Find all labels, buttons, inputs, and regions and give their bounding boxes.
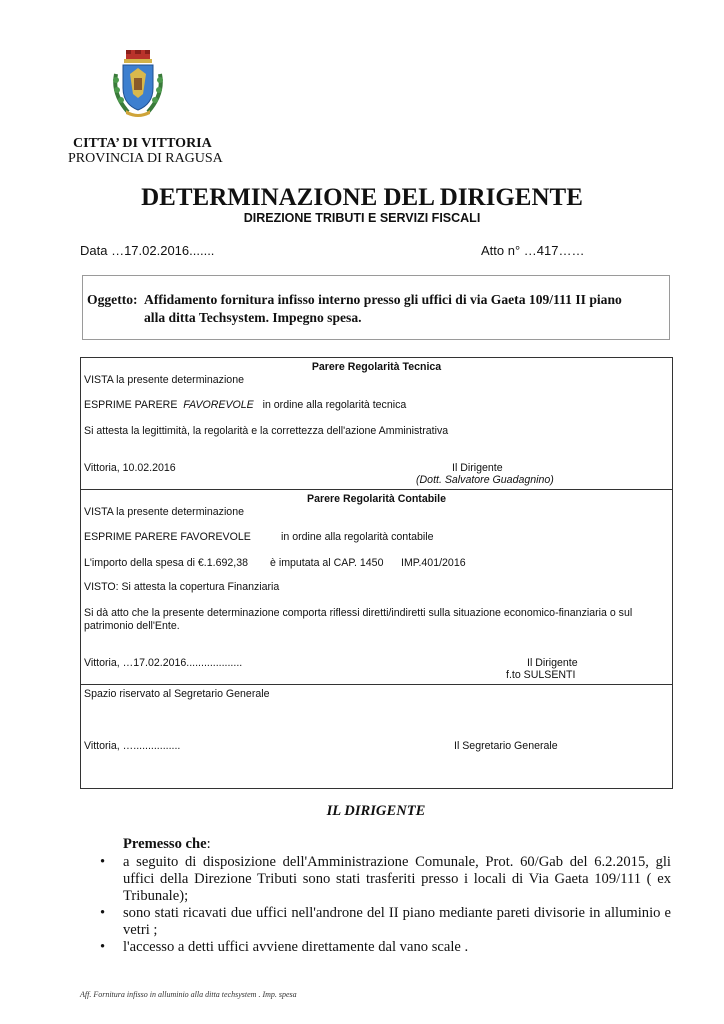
parere-contabile-esprime-suffix: in ordine alla regolarità contabile [281,531,434,543]
parere-tecnica-esprime [84,399,406,411]
parere-tecnica-place-date: Vittoria, 10.02.2016 [84,462,176,474]
bullet-2-line-1: sono stati ricavati due uffici nell'androne del II piano mediante pareti divisorie in alluminio e [123,905,671,921]
bullet-1-line-3: Tribunale); [123,888,189,904]
segretario-place-date: Vittoria, …................ [84,740,181,752]
parere-tecnica-signer-role: Il Dirigente [452,462,503,474]
footer-note: Aff. Fornitura infisso in alluminio alla ditta techsystem . Imp. spesa [80,990,297,999]
esprime-suffix: in ordine alla regolarità tecnica [262,399,407,411]
bullet-icon: • [100,905,106,921]
document-date: Data …17.02.2016....... [80,243,215,258]
bullet-3-line-1: l'accesso a detti uffici avviene direttamente dal vano scale . [123,939,469,955]
parere-contabile-place-date: Vittoria, …17.02.2016................... [84,657,243,669]
parere-tecnica-heading: Parere Regolarità Tecnica [311,361,442,373]
bullet-2-line-2: vetri ; [123,922,158,938]
oggetto-label: Oggetto: [87,292,138,307]
bullet-icon: • [100,854,106,870]
premesso-text: Premesso che [123,836,207,852]
parere-contabile-riflessi-line-2: patrimonio dell'Ente. [84,620,180,632]
segretario-label: Spazio riservato al Segretario Generale [84,688,270,700]
parere-tecnica-attesta: Si attesta la legittimità, la regolarità e la correttezza dell'azione Amministrativa [84,425,449,437]
oggetto-text-line-1: Affidamento fornitura infisso interno presso gli uffici di via Gaeta 109/111 II piano [144,292,622,307]
dirigente-heading: IL DIRIGENTE [326,803,426,819]
parere-contabile-imp: IMP.401/2016 [401,557,466,569]
parere-contabile-esprime: ESPRIME PARERE FAVOREVOLE [84,531,251,543]
city-name: CITTA’ DI VITTORIA [73,136,212,151]
document-number: Atto n° …417…… [481,243,585,258]
bullet-1-line-2: uffici della Direzione Tributi sono stati trasferiti presso i locali di Via Gaeta 109/111 ( ex [123,871,671,887]
parere-contabile-signer-role: Il Dirigente [527,657,578,669]
document-subtitle: DIREZIONE TRIBUTI E SERVIZI FISCALI [243,211,481,225]
parere-contabile-signer-name: f.to SULSENTI [506,669,576,681]
pareri-table [80,357,673,789]
parere-contabile-vista: VISTA la presente determinazione [84,506,244,518]
premesso-label [123,836,211,853]
parere-contabile-imputata: è imputata al CAP. 1450 [270,557,384,569]
parere-contabile-heading: Parere Regolarità Contabile [307,493,446,505]
esprime-prefix: ESPRIME PARERE [84,399,178,411]
province-name: PROVINCIA DI RAGUSA [68,151,223,166]
parere-contabile-riflessi-line-1: Si dà atto che la presente determinazione comporta riflessi diretti/indiretti sulla situazione economico-finanziaria o sul [84,607,633,619]
table-divider [80,489,673,490]
parere-contabile-visto: VISTO: Si attesta la copertura Finanziaria [84,581,280,593]
bullet-icon: • [100,939,106,955]
oggetto-text-line-2: alla ditta Techsystem. Impegno spesa. [144,310,362,325]
premesso-colon: : [206,836,211,852]
document-title: DETERMINAZIONE DEL DIRIGENTE [141,184,583,211]
esprime-value: FAVOREVOLE [183,399,254,411]
parere-tecnica-vista: VISTA la presente determinazione [84,374,244,386]
parere-tecnica-signer-name: (Dott. Salvatore Guadagnino) [416,474,554,486]
segretario-signer-role: Il Segretario Generale [454,740,558,752]
bullet-1-line-1: a seguito di disposizione dell'Amministrazione Comunale, Prot. 60/Gab del 6.2.2015, gli [123,854,671,870]
table-divider [80,684,673,685]
parere-contabile-importo: L'importo della spesa di €.1.692,38 [84,557,248,569]
city-coat-of-arms-icon [110,48,166,120]
